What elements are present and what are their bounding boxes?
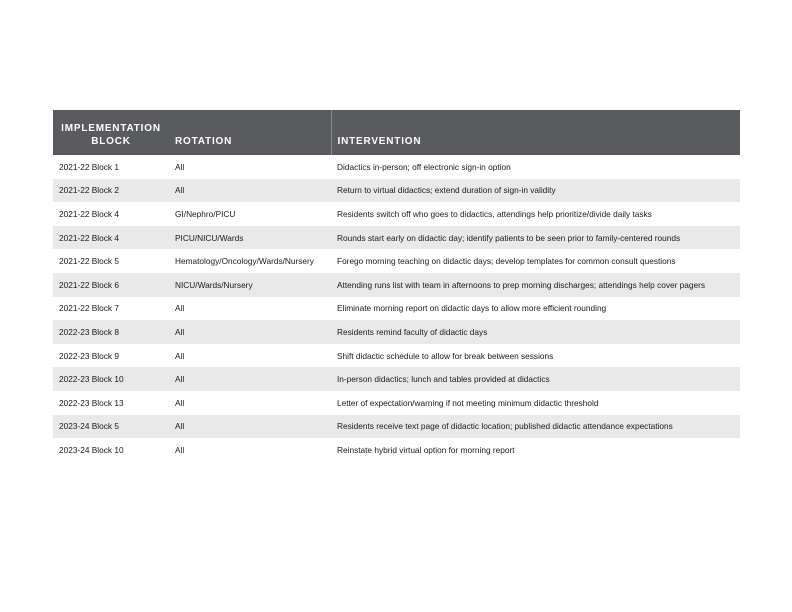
cell-rotation: Hematology/Oncology/Wards/Nursery <box>169 249 331 273</box>
cell-block: 2021-22 Block 5 <box>53 249 169 273</box>
table-row <box>53 202 740 226</box>
cell-intervention: Residents receive text page of didactic location; published didactic attendance expectations <box>331 415 740 439</box>
cell-rotation: All <box>169 297 331 321</box>
cell-intervention: Residents switch off who goes to didactics, attendings help prioritize/divide daily tasks <box>331 202 740 226</box>
table-row <box>53 391 740 415</box>
header-row <box>53 110 740 155</box>
cell-intervention: Reinstate hybrid virtual option for morning report <box>331 438 740 462</box>
cell-intervention: Shift didactic schedule to allow for break between sessions <box>331 344 740 368</box>
table-row <box>53 155 740 179</box>
table-row <box>53 297 740 321</box>
table-header <box>53 110 740 155</box>
cell-rotation: All <box>169 179 331 203</box>
cell-intervention: Attending runs list with team in afternoons to prep morning discharges; attendings help cover pagers <box>331 273 740 297</box>
cell-rotation: All <box>169 320 331 344</box>
cell-block: 2022-23 Block 13 <box>53 391 169 415</box>
cell-intervention: Didactics in-person; off electronic sign-in option <box>331 155 740 179</box>
cell-rotation: PICU/NICU/Wards <box>169 226 331 250</box>
table-row <box>53 415 740 439</box>
table-row <box>53 249 740 273</box>
cell-block: 2021-22 Block 1 <box>53 155 169 179</box>
cell-block: 2023-24 Block 5 <box>53 415 169 439</box>
cell-block: 2021-22 Block 4 <box>53 226 169 250</box>
table-row <box>53 367 740 391</box>
table-row <box>53 179 740 203</box>
cell-intervention: Forego morning teaching on didactic days; develop templates for common consult questions <box>331 249 740 273</box>
cell-rotation: All <box>169 438 331 462</box>
cell-block: 2023-24 Block 10 <box>53 438 169 462</box>
cell-block: 2021-22 Block 7 <box>53 297 169 321</box>
cell-rotation: GI/Nephro/PICU <box>169 202 331 226</box>
cell-intervention: Residents remind faculty of didactic days <box>331 320 740 344</box>
table-row <box>53 438 740 462</box>
cell-intervention: Letter of expectation/warning if not meeting minimum didactic threshold <box>331 391 740 415</box>
cell-intervention: In-person didactics; lunch and tables provided at didactics <box>331 367 740 391</box>
cell-intervention: Eliminate morning report on didactic days to allow more efficient rounding <box>331 297 740 321</box>
cell-block: 2021-22 Block 2 <box>53 179 169 203</box>
cell-intervention: Return to virtual didactics; extend duration of sign-in validity <box>331 179 740 203</box>
cell-rotation: All <box>169 155 331 179</box>
table-row <box>53 320 740 344</box>
table-row <box>53 273 740 297</box>
cell-block: 2021-22 Block 6 <box>53 273 169 297</box>
header-intervention: INTERVENTION <box>331 110 740 155</box>
cell-block: 2022-23 Block 9 <box>53 344 169 368</box>
cell-rotation: All <box>169 344 331 368</box>
cell-block: 2022-23 Block 10 <box>53 367 169 391</box>
table-row <box>53 344 740 368</box>
cell-rotation: All <box>169 367 331 391</box>
interventions-table <box>53 110 740 462</box>
cell-rotation: All <box>169 415 331 439</box>
header-block-line1: IMPLEMENTATION <box>61 123 161 134</box>
cell-block: 2022-23 Block 8 <box>53 320 169 344</box>
cell-intervention: Rounds start early on didactic day; identify patients to be seen prior to family-centered rounds <box>331 226 740 250</box>
header-implementation-block <box>53 110 169 155</box>
interventions-table-container <box>53 110 740 462</box>
cell-rotation: NICU/Wards/Nursery <box>169 273 331 297</box>
header-rotation: ROTATION <box>169 110 331 155</box>
table-row <box>53 226 740 250</box>
table-body <box>53 155 740 462</box>
cell-block: 2021-22 Block 4 <box>53 202 169 226</box>
header-block-line2: BLOCK <box>91 136 131 147</box>
cell-rotation: All <box>169 391 331 415</box>
